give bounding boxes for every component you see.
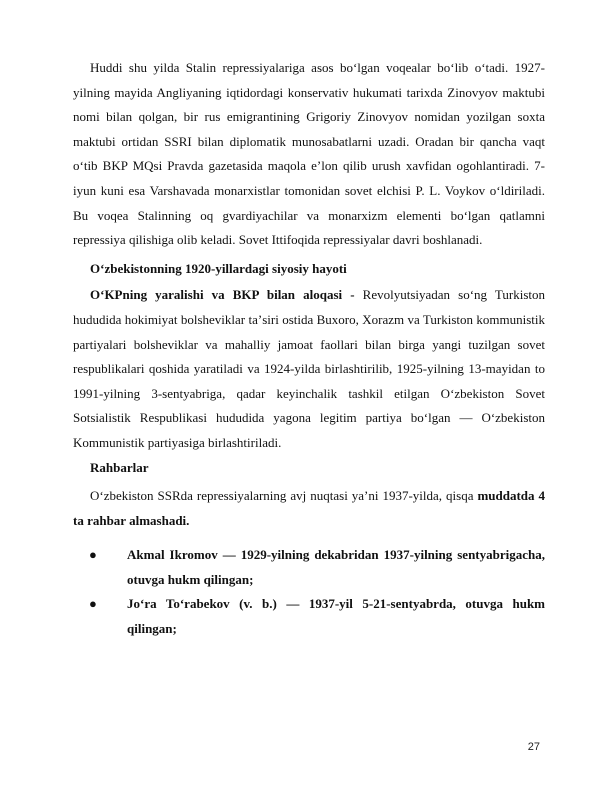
paragraph-body: Revolyutsiyadan soʻng Turkiston hududida hokimiyat bolsheviklar taʼsiri ostida Buxoro, Xorazm va Turkiston kommunistik partiyalari bolsheviklar va mahalliy jamoat faollari bilan birga yangi tuzilgan sovet respublikalari qoshida yaratiladi va 1924-yilda birlashtirilib, 1925-yilning 13-mayidan to 1991-yilning 3-sentyabriga, qadar keyinchalik tashkil etilgan Oʻzbekiston Sovet Sotsialistik Respublikasi hududida yagona legitim partiya boʻlgan — Oʻzbekiston Kommunistik partiyasiga birlashtiriladi. <box>73 287 545 450</box>
bullet-icon: ● <box>89 547 97 563</box>
paragraph-body: Oʻzbekiston SSRda repressiyalarning avj nuqtasi yaʼni 1937-yilda, qisqa <box>90 488 478 504</box>
list-item <box>73 592 545 641</box>
paragraph-lead-bold: OʻKPning yaralishi va BKP bilan aloqasi - <box>90 287 355 303</box>
paragraph-okp-origins <box>73 283 545 455</box>
page-content <box>73 56 545 642</box>
list-item <box>73 543 545 592</box>
list-item-text: Joʻra Toʻrabekov (v. b.) — 1937-yil 5-21-sentyabrda, otuvga hukm qilingan; <box>127 596 545 637</box>
section-heading-1920s: Oʻzbekistonning 1920-yillardagi siyosiy hayoti <box>90 260 347 276</box>
leaders-list <box>73 543 545 641</box>
section-heading-leaders: Rahbarlar <box>90 459 149 475</box>
paragraph-leaders-intro <box>73 484 545 533</box>
paragraph-stalin-repressions: Huddi shu yilda Stalin repressiyalariga asos boʻlgan voqealar boʻlib oʻtadi. 1927-yilning mayida Angliyaning iqtidordagi konservativ hukumati tarixda Zinovyov maktubi nomi bilan qolgan, bir rus emigrantining Grigoriy Zinovyov nomidan yozilgan soxta maktubi ortidan SSRI bilan diplomatik munosabatlarni uzadi. Oradan bir qancha vaqt oʻtib BKP MQsi Pravda gazetasida maqola eʼlon qilib urush xavfidan ogohlantiradi. 7-iyun kuni esa Varshavada monarxistlar tomonidan sovet elchisi P. L. Voykov oʻldiriladi. Bu voqea Stalinning oq gvardiyachilar va monarxizm elementi boʻlgan qatlamni repressiya qilishiga olib keladi. Sovet Ittifoqida repressiyalar davri boshlanadi. <box>73 60 545 248</box>
list-item-text: Akmal Ikromov — 1929-yilning dekabridan 1937-yilning sentyabrigacha, otuvga hukm qilingan; <box>127 547 545 587</box>
bullet-icon: ● <box>89 596 97 612</box>
paragraph-emphasis: muddatda 4 ta rahbar almashadi. <box>73 488 546 528</box>
page-number: 27 <box>527 741 540 753</box>
